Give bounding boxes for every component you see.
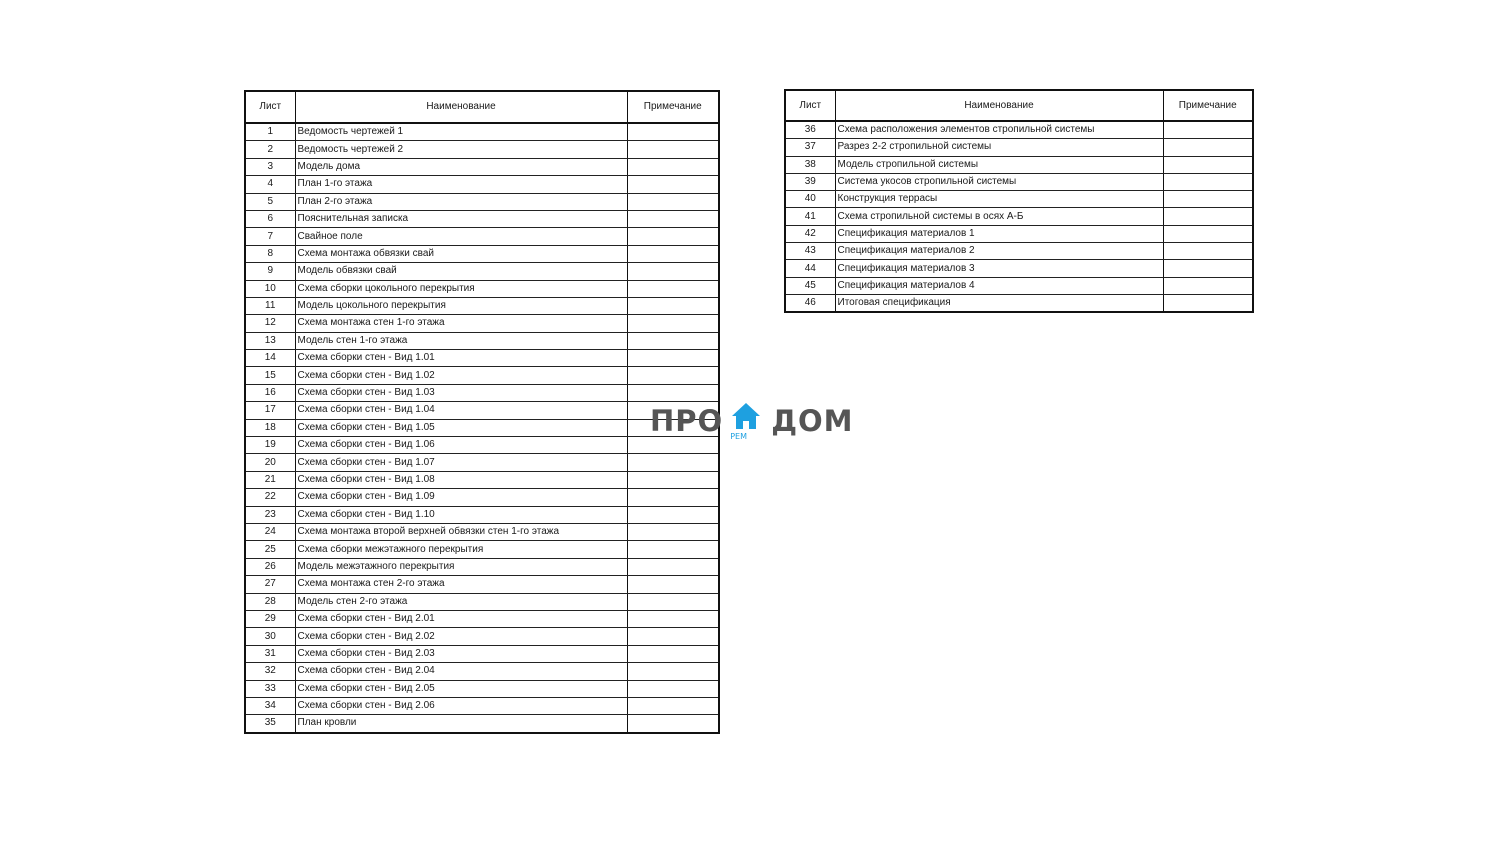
cell-sheet-number: 21: [245, 471, 295, 488]
table-row: [245, 280, 719, 297]
table-row: [245, 541, 719, 558]
cell-sheet-name: Пояснительная записка: [295, 210, 627, 227]
column-header-sheet: Лист: [785, 90, 835, 121]
cell-sheet-number: 8: [245, 245, 295, 262]
cell-sheet-name: Спецификация материалов 3: [835, 260, 1163, 277]
cell-note: [627, 280, 719, 297]
cell-sheet-number: 28: [245, 593, 295, 610]
cell-sheet-number: 11: [245, 297, 295, 314]
table-row: [245, 645, 719, 662]
column-header-note: Примечание: [627, 91, 719, 123]
table-row: [245, 176, 719, 193]
cell-note: [627, 593, 719, 610]
cell-sheet-name: Модель межэтажного перекрытия: [295, 558, 627, 575]
cell-sheet-name: Спецификация материалов 4: [835, 277, 1163, 294]
cell-sheet-name: Схема сборки стен - Вид 1.06: [295, 437, 627, 454]
cell-note: [1163, 173, 1253, 190]
cell-note: [627, 210, 719, 227]
cell-sheet-name: Разрез 2-2 стропильной системы: [835, 139, 1163, 156]
cell-note: [627, 263, 719, 280]
table-row: [245, 454, 719, 471]
cell-sheet-name: Ведомость чертежей 1: [295, 123, 627, 141]
table-row: [245, 489, 719, 506]
cell-sheet-name: Модель стен 1-го этажа: [295, 332, 627, 349]
cell-note: [627, 558, 719, 575]
cell-sheet-number: 7: [245, 228, 295, 245]
table-row: [245, 384, 719, 401]
cell-sheet-number: 5: [245, 193, 295, 210]
table-row: [785, 243, 1253, 260]
table-row: [785, 173, 1253, 190]
table-row: [245, 141, 719, 158]
cell-note: [1163, 277, 1253, 294]
column-header-note: Примечание: [1163, 90, 1253, 121]
table-row: [245, 506, 719, 523]
cell-sheet-name: Схема монтажа стен 1-го этажа: [295, 315, 627, 332]
logo-word-pro: ПРО: [650, 404, 724, 438]
cell-sheet-name: Модель стропильной системы: [835, 156, 1163, 173]
table-row: [785, 294, 1253, 312]
cell-sheet-name: Схема сборки цокольного перекрытия: [295, 280, 627, 297]
cell-sheet-number: 2: [245, 141, 295, 158]
cell-sheet-name: Схема сборки стен - Вид 2.04: [295, 663, 627, 680]
cell-sheet-name: Система укосов стропильной системы: [835, 173, 1163, 190]
house-icon: [727, 402, 767, 440]
cell-sheet-number: 31: [245, 645, 295, 662]
cell-note: [627, 454, 719, 471]
cell-sheet-name: Схема монтажа стен 2-го этажа: [295, 576, 627, 593]
cell-sheet-name: Схема сборки стен - Вид 1.02: [295, 367, 627, 384]
cell-note: [627, 471, 719, 488]
table-row: [785, 121, 1253, 139]
cell-note: [1163, 121, 1253, 139]
cell-sheet-name: Схема сборки межэтажного перекрытия: [295, 541, 627, 558]
cell-note: [1163, 139, 1253, 156]
table-row: [245, 297, 719, 314]
cell-sheet-name: Схема сборки стен - Вид 2.05: [295, 680, 627, 697]
cell-sheet-name: Схема сборки стен - Вид 1.08: [295, 471, 627, 488]
cell-note: [627, 384, 719, 401]
cell-note: [627, 610, 719, 627]
column-header-name: Наименование: [835, 90, 1163, 121]
cell-sheet-number: 6: [245, 210, 295, 227]
cell-note: [627, 141, 719, 158]
cell-sheet-number: 1: [245, 123, 295, 141]
cell-sheet-name: Схема стропильной системы в осях А-Б: [835, 208, 1163, 225]
cell-note: [627, 332, 719, 349]
cell-sheet-name: Схема монтажа обвязки свай: [295, 245, 627, 262]
table-row: [245, 610, 719, 627]
cell-sheet-name: Схема сборки стен - Вид 1.05: [295, 419, 627, 436]
cell-sheet-number: 19: [245, 437, 295, 454]
cell-sheet-number: 34: [245, 697, 295, 714]
cell-sheet-number: 14: [245, 350, 295, 367]
cell-sheet-name: Схема сборки стен - Вид 2.06: [295, 697, 627, 714]
table-row: [245, 697, 719, 714]
cell-sheet-number: 25: [245, 541, 295, 558]
cell-sheet-number: 12: [245, 315, 295, 332]
table-row: [785, 260, 1253, 277]
cell-note: [627, 123, 719, 141]
cell-sheet-number: 40: [785, 191, 835, 208]
cell-sheet-name: Схема сборки стен - Вид 2.03: [295, 645, 627, 662]
logo-word-dom: ДОМ: [771, 404, 854, 438]
table-row: [245, 332, 719, 349]
table-row: [245, 437, 719, 454]
cell-sheet-number: 36: [785, 121, 835, 139]
cell-sheet-name: Схема сборки стен - Вид 1.07: [295, 454, 627, 471]
cell-sheet-name: Схема монтажа второй верхней обвязки стен 1-го этажа: [295, 523, 627, 540]
cell-sheet-name: Схема сборки стен - Вид 1.04: [295, 402, 627, 419]
cell-sheet-number: 9: [245, 263, 295, 280]
table-body-left: [245, 123, 719, 733]
cell-note: [627, 245, 719, 262]
cell-sheet-number: 24: [245, 523, 295, 540]
cell-note: [627, 628, 719, 645]
cell-note: [627, 645, 719, 662]
cell-note: [1163, 260, 1253, 277]
cell-sheet-number: 35: [245, 715, 295, 733]
cell-note: [1163, 208, 1253, 225]
table-row: [245, 419, 719, 436]
drawings-list-table-left: [244, 90, 720, 734]
cell-note: [1163, 294, 1253, 312]
cell-sheet-number: 20: [245, 454, 295, 471]
cell-sheet-number: 46: [785, 294, 835, 312]
table-row: [245, 245, 719, 262]
table-row: [245, 471, 719, 488]
cell-note: [627, 367, 719, 384]
cell-note: [627, 715, 719, 733]
cell-sheet-name: Схема расположения элементов стропильной системы: [835, 121, 1163, 139]
cell-note: [627, 193, 719, 210]
cell-sheet-name: Схема сборки стен - Вид 2.02: [295, 628, 627, 645]
table-row: [245, 315, 719, 332]
cell-note: [627, 489, 719, 506]
cell-sheet-number: 15: [245, 367, 295, 384]
cell-note: [627, 228, 719, 245]
cell-sheet-name: Свайное поле: [295, 228, 627, 245]
cell-note: [627, 158, 719, 175]
cell-sheet-number: 37: [785, 139, 835, 156]
table-row: [245, 523, 719, 540]
cell-sheet-name: Итоговая спецификация: [835, 294, 1163, 312]
table-body-right: [785, 121, 1253, 312]
cell-note: [627, 663, 719, 680]
table-row: [245, 663, 719, 680]
cell-sheet-number: 45: [785, 277, 835, 294]
column-header-sheet: Лист: [245, 91, 295, 123]
cell-sheet-number: 39: [785, 173, 835, 190]
cell-sheet-number: 23: [245, 506, 295, 523]
table-row: [245, 123, 719, 141]
cell-note: [627, 541, 719, 558]
cell-note: [1163, 191, 1253, 208]
table-row: [785, 208, 1253, 225]
cell-sheet-number: 18: [245, 419, 295, 436]
cell-sheet-number: 43: [785, 243, 835, 260]
cell-note: [1163, 225, 1253, 242]
column-header-name: Наименование: [295, 91, 627, 123]
cell-note: [627, 297, 719, 314]
cell-sheet-name: План 1-го этажа: [295, 176, 627, 193]
cell-sheet-number: 13: [245, 332, 295, 349]
cell-sheet-number: 10: [245, 280, 295, 297]
table-row: [785, 225, 1253, 242]
cell-sheet-number: 26: [245, 558, 295, 575]
cell-sheet-name: Схема сборки стен - Вид 1.10: [295, 506, 627, 523]
cell-sheet-number: 32: [245, 663, 295, 680]
cell-sheet-number: 4: [245, 176, 295, 193]
table-header-row: [785, 90, 1253, 121]
cell-sheet-name: Модель цокольного перекрытия: [295, 297, 627, 314]
cell-note: [627, 523, 719, 540]
cell-sheet-name: Модель дома: [295, 158, 627, 175]
cell-note: [627, 506, 719, 523]
cell-note: [627, 697, 719, 714]
cell-sheet-number: 3: [245, 158, 295, 175]
cell-sheet-number: 38: [785, 156, 835, 173]
cell-note: [627, 576, 719, 593]
table-row: [245, 680, 719, 697]
table-row: [245, 193, 719, 210]
cell-sheet-number: 44: [785, 260, 835, 277]
cell-sheet-number: 33: [245, 680, 295, 697]
cell-sheet-number: 27: [245, 576, 295, 593]
cell-sheet-name: Схема сборки стен - Вид 1.01: [295, 350, 627, 367]
cell-sheet-name: Модель обвязки свай: [295, 263, 627, 280]
table-header-row: [245, 91, 719, 123]
table-row: [785, 156, 1253, 173]
cell-sheet-name: Спецификация материалов 1: [835, 225, 1163, 242]
cell-sheet-number: 42: [785, 225, 835, 242]
cell-note: [1163, 243, 1253, 260]
table-row: [245, 593, 719, 610]
cell-sheet-name: План кровли: [295, 715, 627, 733]
table-row: [245, 228, 719, 245]
cell-sheet-name: Конструкция террасы: [835, 191, 1163, 208]
cell-sheet-name: Схема сборки стен - Вид 1.09: [295, 489, 627, 506]
cell-sheet-name: Спецификация материалов 2: [835, 243, 1163, 260]
cell-sheet-number: 17: [245, 402, 295, 419]
watermark-logo: [650, 402, 854, 440]
table-row: [245, 715, 719, 733]
cell-sheet-number: 30: [245, 628, 295, 645]
cell-note: [627, 315, 719, 332]
table-row: [245, 158, 719, 175]
cell-note: [1163, 156, 1253, 173]
table-row: [245, 263, 719, 280]
cell-sheet-number: 41: [785, 208, 835, 225]
table-row: [785, 277, 1253, 294]
table-row: [245, 367, 719, 384]
cell-sheet-name: Модель стен 2-го этажа: [295, 593, 627, 610]
cell-sheet-number: 29: [245, 610, 295, 627]
table-row: [245, 350, 719, 367]
cell-note: [627, 350, 719, 367]
table-row: [245, 558, 719, 575]
table-row: [785, 139, 1253, 156]
cell-sheet-number: 16: [245, 384, 295, 401]
logo-word-rem: РЕМ: [730, 432, 747, 441]
cell-note: [627, 680, 719, 697]
cell-sheet-number: 22: [245, 489, 295, 506]
table-row: [785, 191, 1253, 208]
table-row: [245, 402, 719, 419]
table-row: [245, 576, 719, 593]
cell-sheet-name: План 2-го этажа: [295, 193, 627, 210]
table-row: [245, 628, 719, 645]
cell-sheet-name: Схема сборки стен - Вид 1.03: [295, 384, 627, 401]
cell-sheet-name: Ведомость чертежей 2: [295, 141, 627, 158]
cell-sheet-name: Схема сборки стен - Вид 2.01: [295, 610, 627, 627]
cell-note: [627, 176, 719, 193]
drawings-list-table-right: [784, 89, 1254, 313]
table-row: [245, 210, 719, 227]
